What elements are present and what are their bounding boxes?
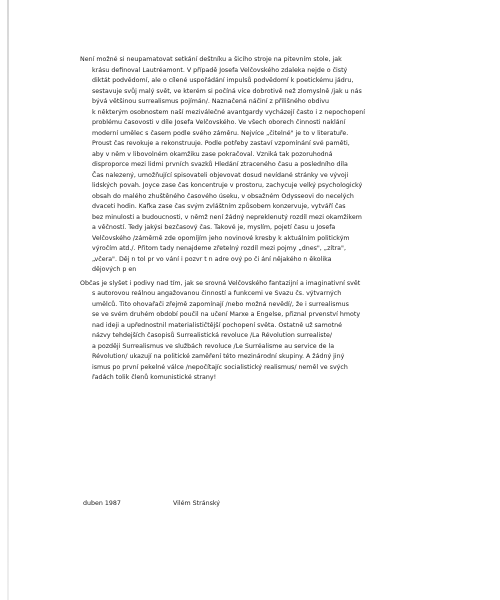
text-line: nad ideji a upřednostnil materialističtější pochopení světa. Ostatně už samotné (92, 321, 342, 329)
text-line: dvaceti hodin. Kafka zase čas svým zvláštním způsobem konzervuje, vytváří čas (92, 203, 346, 210)
text-line: dějových p en (92, 266, 137, 273)
text-line: aby v něm v libovolném okamžiku zase pokračoval. Vzniká tak pozoruhodná (92, 150, 333, 158)
text-line: Révolution/ ukazují na politické zaměření této mezinárodní skupiny. A žádný jiný (92, 353, 345, 360)
text-line: Občas je slyšet i podivy nad tím, jak se srovná Velčovského fantazijní a imaginativní svět (80, 279, 361, 287)
text-line: obsah do malého zhuštěného časového úseku, v obsažném Odysseovi do necelých (92, 192, 354, 200)
text-line: umělců. Tito ohovařači zřejmě zapomínají /nebo možná nevědí/, že i surrealismus (92, 300, 349, 308)
text-line: Velčovského /záměrně zde opomíjím jeho novinové kresby k aktuálním politickým (92, 234, 350, 242)
text-line: a později Surrealismus ve službách revoluce /Le Surréalisme au service de la (92, 342, 335, 350)
text-line: bez minulosti a budoucnosti, v němž není žádný nepreklenutý rozdíl mezi okamžikem (92, 213, 362, 221)
date-text: duben 1987 (83, 500, 121, 507)
paragraph-1 (80, 55, 420, 276)
text-line: lidských povah. Joyce zase čas koncentruje v prostoru, zachycuje velký psychologický (92, 182, 363, 189)
text-line: k některým osobnostem naší meziválečné avantgardy vycházejí často i z nepochopení (92, 108, 366, 116)
text-line: bývá většinou surrealismus pojímán/. Naznačená náčiní z přilišného obdivu (92, 98, 329, 105)
text-line: ismus po první pekelné válce /nepočítajíc socialistický realismus/ neměl ve svých (92, 363, 348, 371)
author-name: Vilém Stránský (173, 500, 221, 507)
text-line: sestavuje svůj malý svět, ve kterém si počíná více dobrotivě než zlomyslně /jak u nás (92, 87, 362, 95)
essay-body (80, 55, 420, 384)
text-line: a věčností. Tedy jakýsi bezčasový čas. Takové je, myslím, pojetí času u Josefa (92, 224, 336, 231)
text-line: problému časovosti v díle Josefa Velčovského. Ve všech oborech činnosti naklání (92, 119, 346, 126)
text-line: krásu definoval Lautréamont. V případě Josefa Velčovského zdaleka nejde o čistý (92, 66, 348, 74)
text-line: výročím atd./. Přitom tady nenajdeme zřetelný rozdíl mezi pojmy „dnes", „zítra", (92, 245, 346, 252)
text-line: se ve svém druhém období poučil na učení Marxe a Engelse, přiznal prvenství hmoty (92, 311, 361, 318)
text-line: s autorovou reálnou angažovanou činností a funkcemi ve Svazu čs. výtvarných (92, 290, 342, 297)
paragraph-2 (80, 279, 420, 384)
text-line: moderní umělec s časem podle svého záměru. Nejvíce „čitelné" je to v literatuře. (92, 129, 349, 137)
text-line: Čas nalezený, umožňující spisovateli objevovat dosud nevídané stránky ve vývoji (92, 171, 349, 179)
text-line: Není možné si neupamatovat setkání deštníku a šicího stroje na pitevním stole, jak (80, 56, 342, 63)
text-line: Proust čas revokuje a rekonstruuje. Podle potřeby zastaví vzpomínání své paměti, (92, 140, 350, 147)
text-line: disproporce mezi lidmi prvních svazků Hledání ztraceného času a posledního díla (92, 161, 348, 168)
text-line: „včera". Děj n tol pr vo vání i pozvr t n adre ový po či ání nějakého n ěkolika (92, 255, 332, 263)
text-line: názvy tehdejších časopisů Surrealistická revoluce /La Révolution surrealiste/ (92, 332, 333, 339)
text-line: diktát podvědomí, ale o cílené uspořádání impulsů podvědomí k poetickému jádru, (92, 77, 354, 84)
text-line: řadách tolik členů komunistické strany! (92, 374, 217, 381)
